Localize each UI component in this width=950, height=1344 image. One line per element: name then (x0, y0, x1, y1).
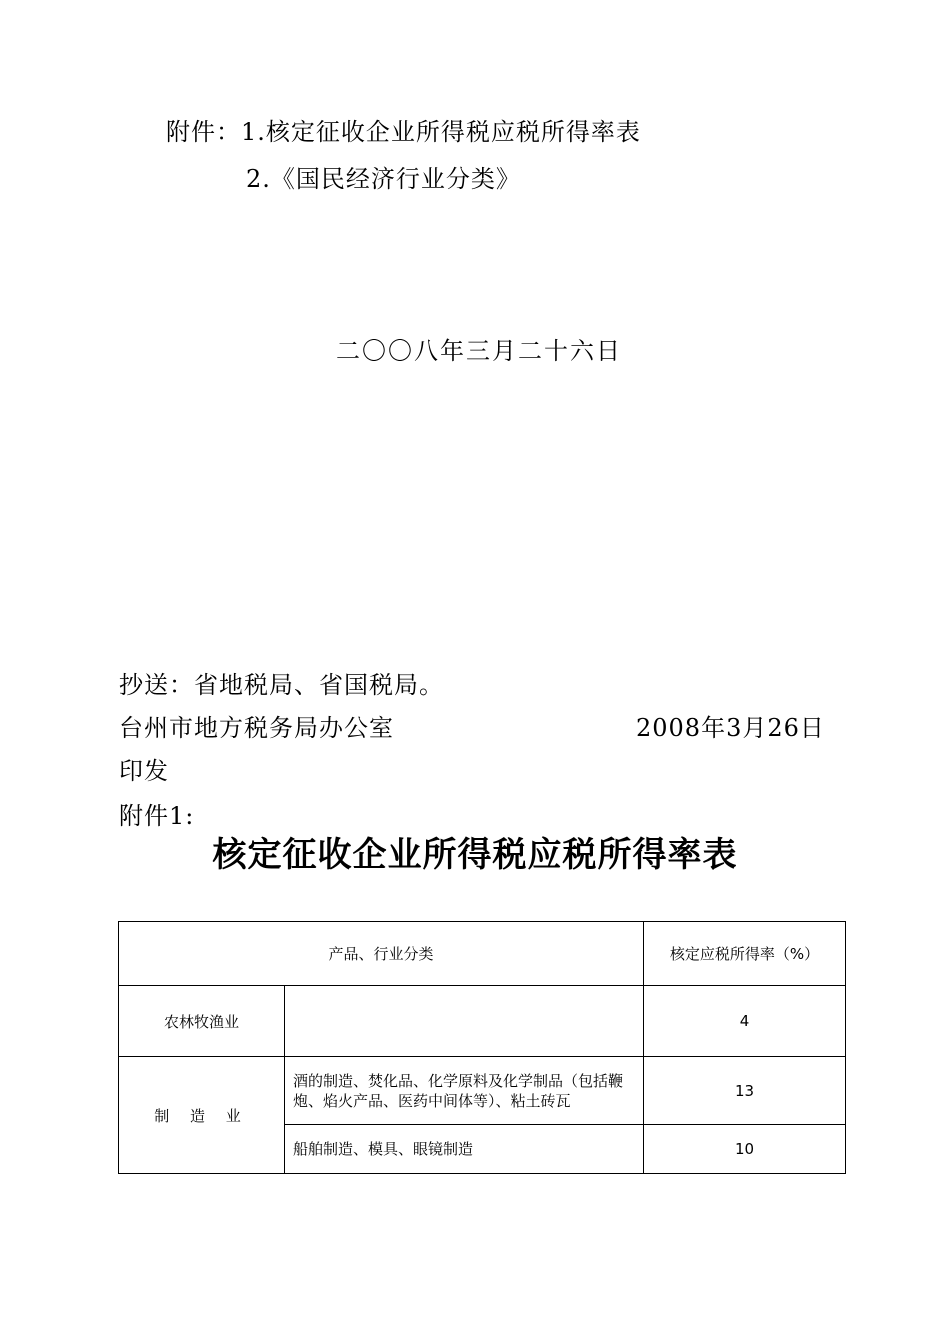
industry-cell: 制 造 业 (119, 1057, 285, 1174)
table-title: 核定征收企业所得税应税所得率表 (212, 835, 738, 875)
issuing-office: 台州市地方税务局办公室 (119, 714, 394, 742)
industry-cell: 农林牧渔业 (119, 986, 285, 1057)
table-header-row (119, 922, 846, 986)
document-date: 二〇〇八年三月二十六日 (336, 337, 622, 365)
header-rate: 核定应税所得率（%） (644, 922, 846, 986)
rate-cell: 10 (644, 1125, 846, 1174)
table-row (119, 1057, 846, 1125)
issued-label: 印发 (119, 757, 169, 785)
detail-cell (285, 986, 644, 1057)
header-category: 产品、行业分类 (119, 922, 644, 986)
attachment-list-line-2: 2.《国民经济行业分类》 (246, 165, 521, 193)
attachment-1-label: 附件1: (119, 802, 195, 830)
table-row (119, 986, 846, 1057)
income-rate-table (118, 921, 846, 1174)
detail-cell: 船舶制造、模具、眼镜制造 (285, 1125, 644, 1174)
detail-cell: 酒的制造、焚化品、化学原料及化学制品（包括鞭炮、焰火产品、医药中间体等）、粘土砖瓦 (285, 1057, 644, 1125)
issue-date: 2008年3月26日 (636, 714, 825, 742)
rate-cell: 13 (644, 1057, 846, 1125)
attachment-list-line-1: 附件：1.核定征收企业所得税应税所得率表 (166, 118, 641, 146)
cc-recipients: 抄送：省地税局、省国税局。 (119, 671, 444, 699)
rate-cell: 4 (644, 986, 846, 1057)
